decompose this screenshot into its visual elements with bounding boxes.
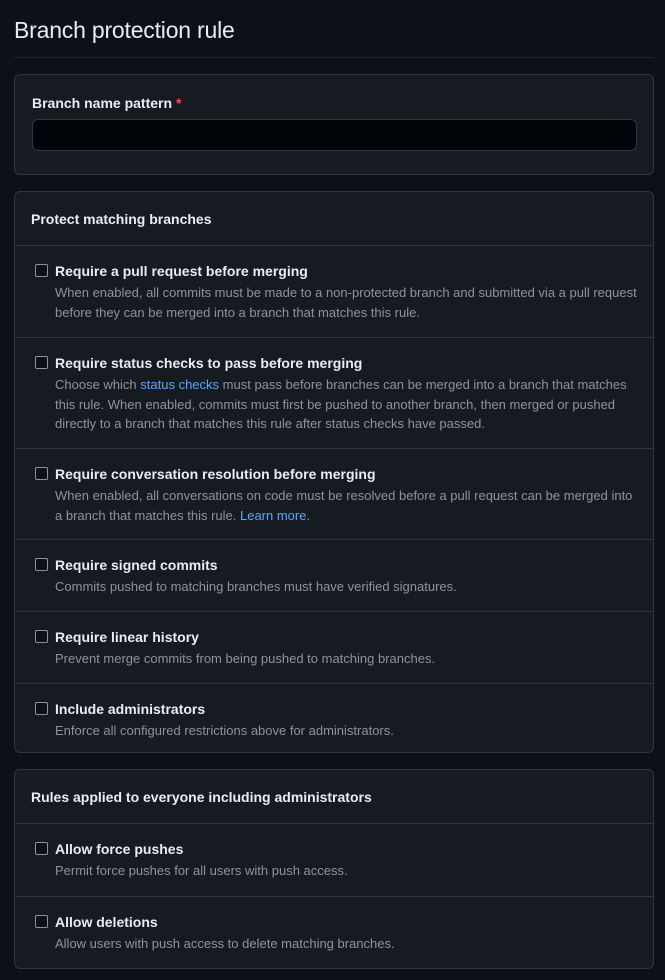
branch-pattern-label xyxy=(32,95,182,111)
include-administrators-checkbox[interactable] xyxy=(35,702,48,715)
option-require-pull-request xyxy=(15,246,653,337)
option-allow-force-pushes xyxy=(15,824,653,896)
branch-pattern-box xyxy=(14,74,654,175)
learn-more-link[interactable]: Learn more. xyxy=(239,507,311,523)
page-title: Branch protection rule xyxy=(14,17,235,43)
option-require-linear-history xyxy=(15,611,653,683)
option-require-status-checks xyxy=(15,337,653,448)
require-status-checks-label[interactable]: Require status checks to pass before merging xyxy=(55,355,363,371)
require-conversation-resolution-checkbox[interactable] xyxy=(35,467,48,480)
require-conversation-resolution-desc-text: When enabled, all conversations on code must be resolved before a pull request can be merged into a branch that matches this rule. xyxy=(55,488,633,523)
option-allow-deletions xyxy=(15,896,653,968)
require-linear-history-desc: Prevent merge commits from being pushed to matching branches. xyxy=(55,651,436,666)
status-checks-link[interactable]: status checks xyxy=(140,377,220,392)
allow-deletions-checkbox[interactable] xyxy=(35,915,48,928)
branch-pattern-label-text: Branch name pattern xyxy=(32,95,173,111)
option-include-administrators xyxy=(15,683,653,752)
allow-deletions-label[interactable]: Allow deletions xyxy=(55,914,158,930)
rules-everyone-heading: Rules applied to everyone including administrators xyxy=(15,770,653,824)
require-linear-history-label[interactable]: Require linear history xyxy=(55,629,199,645)
include-administrators-desc: Enforce all configured restrictions above for administrators. xyxy=(55,723,394,738)
require-pull-request-label[interactable]: Require a pull request before merging xyxy=(55,263,308,279)
allow-force-pushes-checkbox[interactable] xyxy=(35,842,48,855)
require-conversation-resolution-desc xyxy=(55,486,639,525)
require-status-checks-desc xyxy=(55,375,639,434)
required-mark: * xyxy=(176,95,182,111)
require-status-checks-desc-text-2: must pass before branches can be merged into a branch that matches this rule. When enabled, commits must first be pushed to another branch, then merged or pushed directly to a branch that matches this rule after status checks have passed. xyxy=(55,377,627,431)
require-status-checks-desc-text: Choose which xyxy=(55,377,141,392)
branch-pattern-input[interactable] xyxy=(32,119,637,151)
allow-deletions-desc: Allow users with push access to delete matching branches. xyxy=(55,936,395,951)
require-conversation-resolution-label[interactable]: Require conversation resolution before merging xyxy=(55,466,376,482)
require-status-checks-checkbox[interactable] xyxy=(35,356,48,369)
rules-everyone-box xyxy=(14,769,654,969)
option-require-signed-commits xyxy=(15,539,653,611)
option-require-conversation-resolution xyxy=(15,448,653,539)
require-pull-request-desc: When enabled, all commits must be made to a non-protected branch and submitted via a pull request before they can be merged into a branch that matches this rule. xyxy=(55,285,637,320)
require-pull-request-checkbox[interactable] xyxy=(35,264,48,277)
protect-branches-box xyxy=(14,191,654,753)
allow-force-pushes-label[interactable]: Allow force pushes xyxy=(55,841,184,857)
protect-branches-heading: Protect matching branches xyxy=(15,192,653,246)
require-signed-commits-checkbox[interactable] xyxy=(35,558,48,571)
require-signed-commits-desc: Commits pushed to matching branches must have verified signatures. xyxy=(55,579,457,594)
include-administrators-label[interactable]: Include administrators xyxy=(55,701,206,717)
require-linear-history-checkbox[interactable] xyxy=(35,630,48,643)
allow-force-pushes-desc: Permit force pushes for all users with push access. xyxy=(55,863,348,878)
require-signed-commits-label[interactable]: Require signed commits xyxy=(55,557,218,573)
title-divider xyxy=(14,57,654,58)
